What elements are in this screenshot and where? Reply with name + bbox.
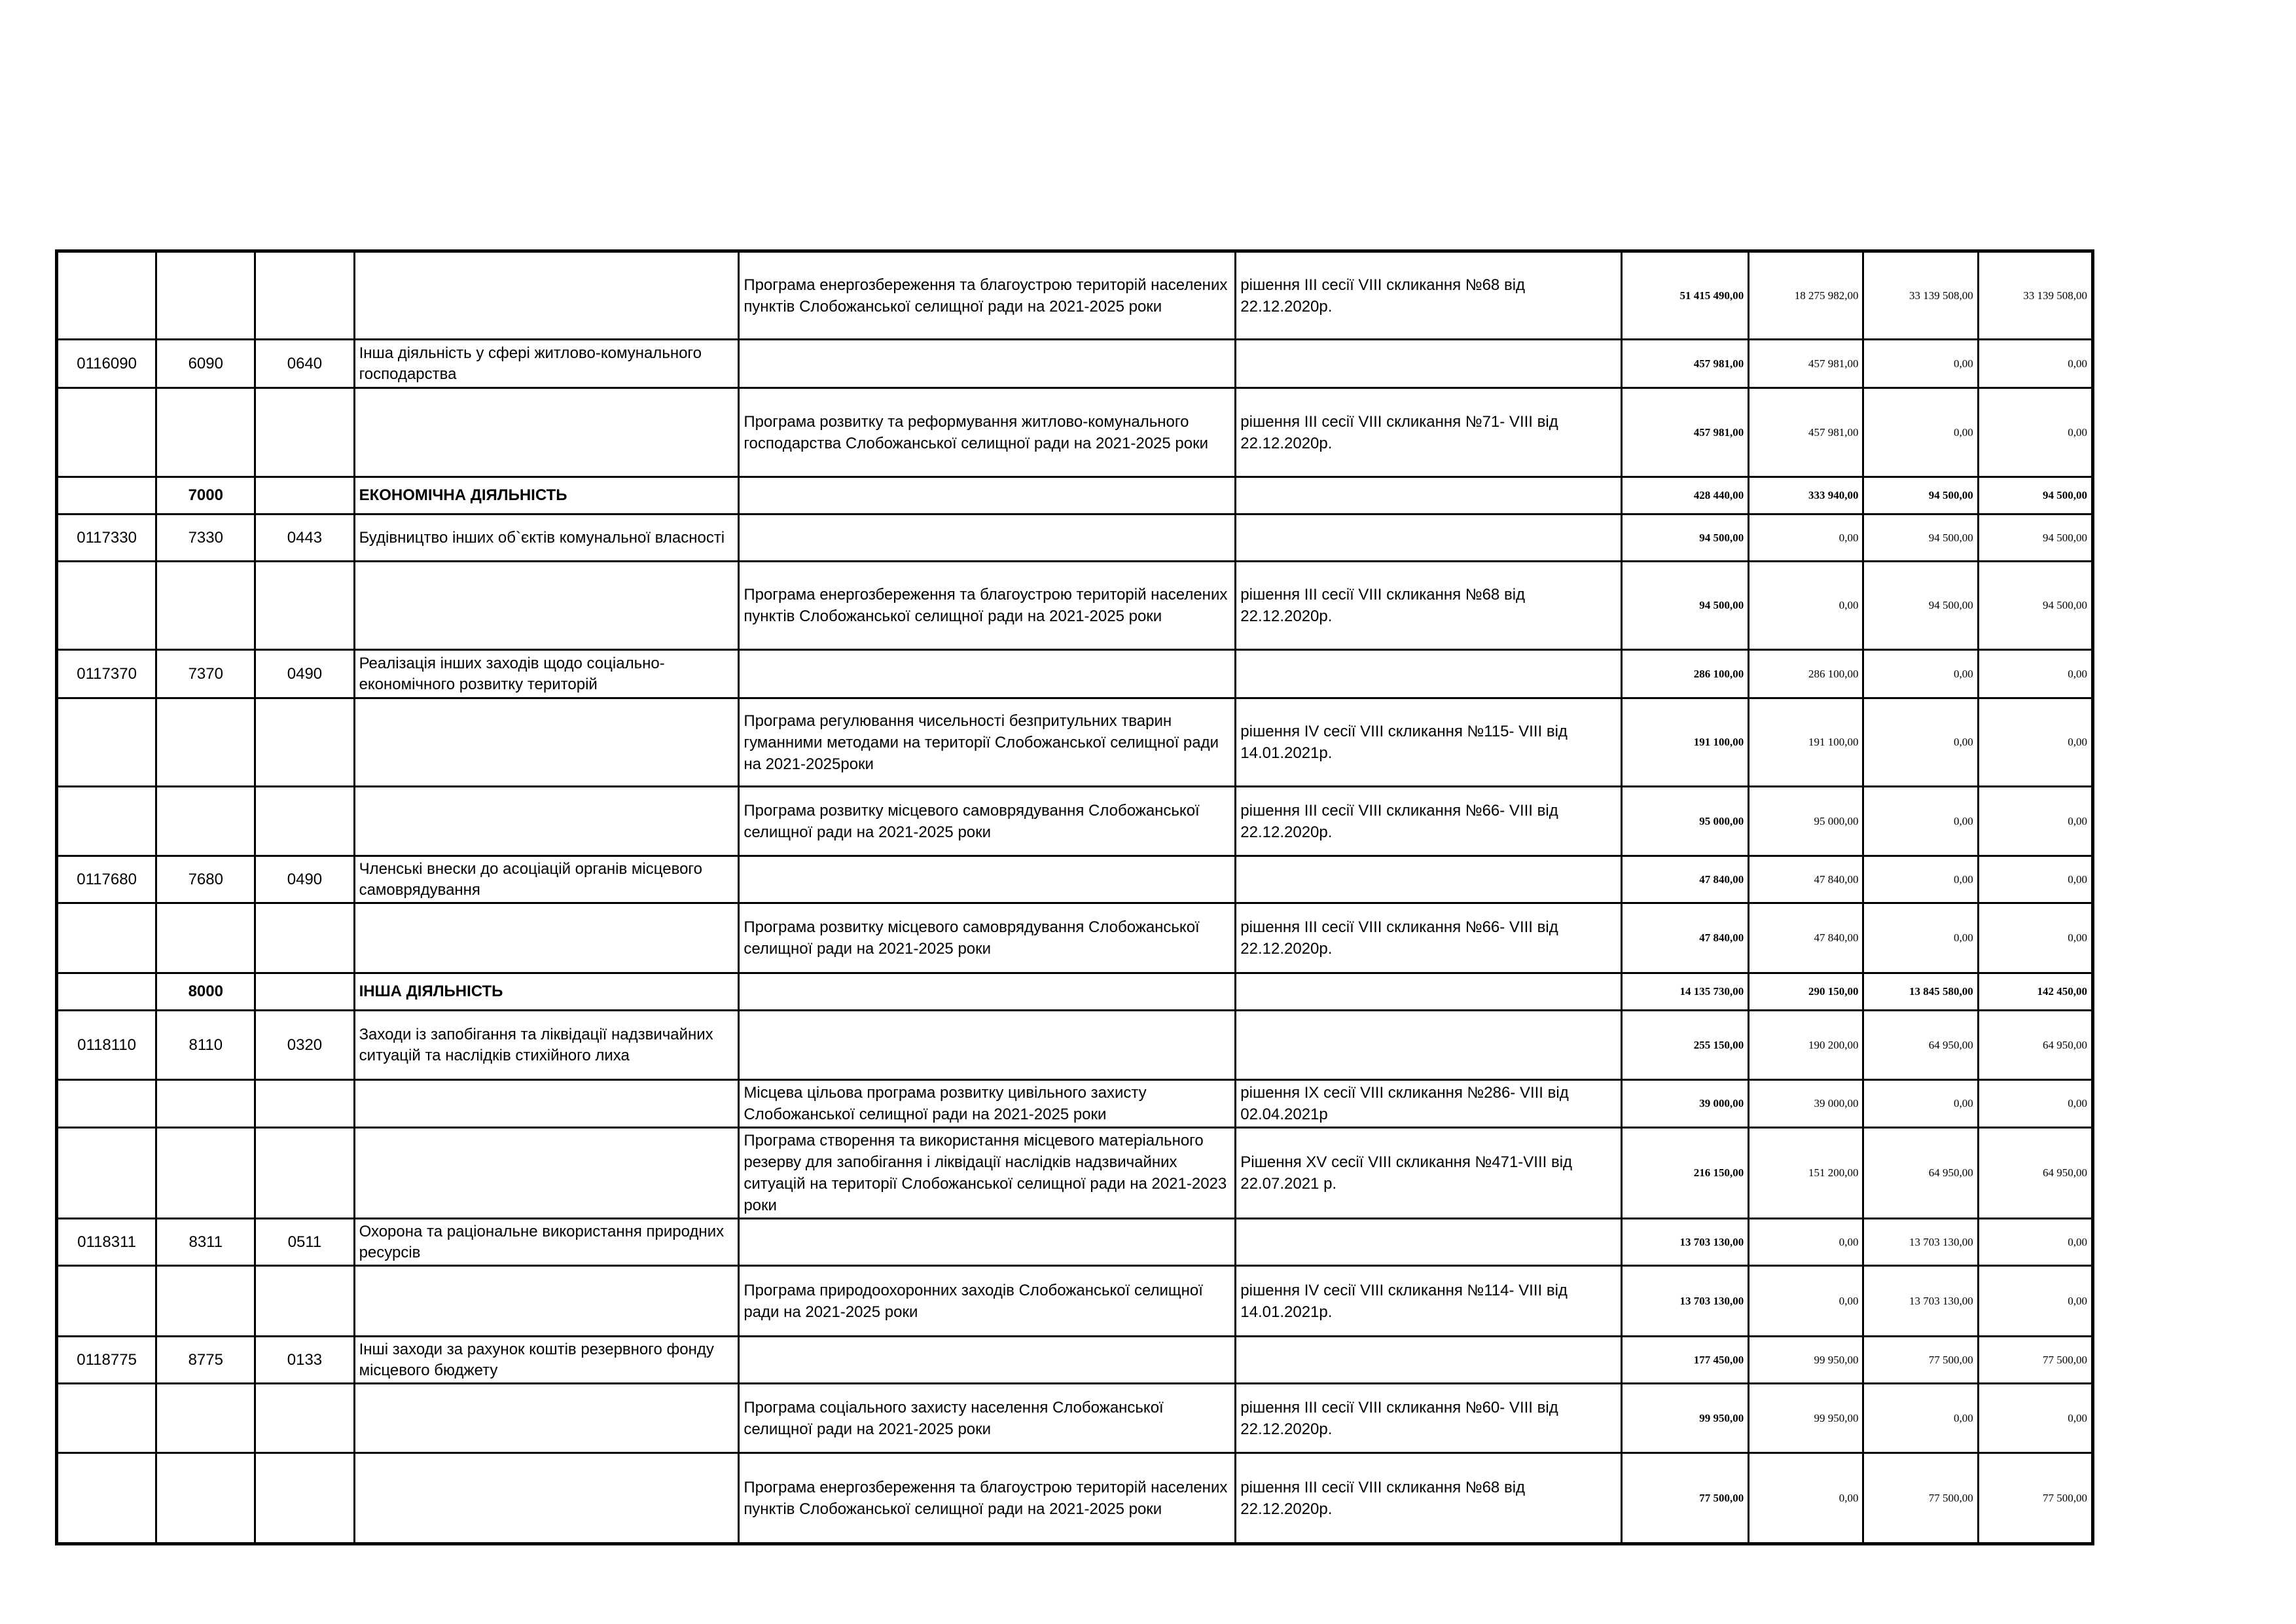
decision-cell: рішення ІІІ сесії VІІІ скликання №66- VІІІ від 22.12.2020р. (1236, 903, 1622, 973)
decision-cell: рішення ІІІ сесії VІІІ скликання №68 від 22.12.2020р. (1236, 1453, 1622, 1544)
fkvk-cell (255, 1384, 354, 1453)
total-cell: 47 840,00 (1622, 856, 1749, 903)
general-fund-cell: 151 200,00 (1749, 1128, 1863, 1219)
table-row (57, 650, 2093, 698)
tpkvk-cell: 8311 (156, 1219, 255, 1266)
total-cell: 177 450,00 (1622, 1337, 1749, 1384)
general-fund-cell: 99 950,00 (1749, 1384, 1863, 1453)
section-row (57, 973, 2093, 1011)
kpkvk-cell (57, 1453, 156, 1544)
kpkvk-cell (57, 698, 156, 787)
decision-cell (1236, 1219, 1622, 1266)
name-cell: Членські внески до асоціацій органів місцевого самоврядування (354, 856, 739, 903)
kpkvk-cell: 0118311 (57, 1219, 156, 1266)
name-cell: Інші заходи за рахунок коштів резервного фонду місцевого бюджету (354, 1337, 739, 1384)
general-fund-cell: 0,00 (1749, 514, 1863, 562)
total-cell: 457 981,00 (1622, 388, 1749, 477)
tpkvk-cell (156, 562, 255, 650)
general-fund-cell: 0,00 (1749, 562, 1863, 650)
table-row (57, 1219, 2093, 1266)
program-cell (739, 650, 1236, 698)
development-budget-cell: 94 500,00 (1978, 514, 2092, 562)
tpkvk-cell (156, 1266, 255, 1337)
fkvk-cell (255, 251, 354, 340)
tpkvk-cell: 6090 (156, 340, 255, 388)
special-fund-cell: 94 500,00 (1863, 514, 1978, 562)
kpkvk-cell (57, 562, 156, 650)
kpkvk-cell (57, 903, 156, 973)
total-cell: 428 440,00 (1622, 477, 1749, 514)
name-cell: Інша діяльність у сфері житлово-комунального господарства (354, 340, 739, 388)
development-budget-cell: 64 950,00 (1978, 1011, 2092, 1080)
special-fund-cell: 77 500,00 (1863, 1453, 1978, 1544)
total-cell: 95 000,00 (1622, 787, 1749, 856)
special-fund-cell: 0,00 (1863, 1384, 1978, 1453)
general-fund-cell: 0,00 (1749, 1453, 1863, 1544)
name-cell: Заходи із запобігання та ліквідації надзвичайних ситуацій та наслідків стихійного лиха (354, 1011, 739, 1080)
fkvk-cell: 0443 (255, 514, 354, 562)
tpkvk-cell (156, 787, 255, 856)
decision-cell: рішення ІІІ сесії VІІІ скликання №66- VІІІ від 22.12.2020р. (1236, 787, 1622, 856)
tpkvk-cell: 8110 (156, 1011, 255, 1080)
decision-cell (1236, 1011, 1622, 1080)
section-title: ЕКОНОМІЧНА ДІЯЛЬНІСТЬ (354, 477, 739, 514)
tpkvk-cell (156, 1453, 255, 1544)
special-fund-cell: 0,00 (1863, 388, 1978, 477)
tpkvk-cell: 7680 (156, 856, 255, 903)
program-cell: Програма регулювання чисельності безпритульних тварин гуманними методами на території Слобожанської селищної ради на 2021-2025роки (739, 698, 1236, 787)
general-fund-cell: 190 200,00 (1749, 1011, 1863, 1080)
fkvk-cell (255, 903, 354, 973)
table-row (57, 1266, 2093, 1337)
name-cell (354, 388, 739, 477)
decision-cell: рішення ІІІ сесії VІІІ скликання №68 від 22.12.2020р. (1236, 251, 1622, 340)
general-fund-cell: 99 950,00 (1749, 1337, 1863, 1384)
development-budget-cell: 94 500,00 (1978, 562, 2092, 650)
tpkvk-cell (156, 1080, 255, 1128)
special-fund-cell: 13 703 130,00 (1863, 1219, 1978, 1266)
special-fund-cell: 77 500,00 (1863, 1337, 1978, 1384)
general-fund-cell: 18 275 982,00 (1749, 251, 1863, 340)
general-fund-cell: 47 840,00 (1749, 856, 1863, 903)
table-row (57, 1453, 2093, 1544)
table-row (57, 856, 2093, 903)
general-fund-cell: 457 981,00 (1749, 340, 1863, 388)
development-budget-cell: 142 450,00 (1978, 973, 2092, 1011)
total-cell: 77 500,00 (1622, 1453, 1749, 1544)
fkvk-cell: 0511 (255, 1219, 354, 1266)
table-row (57, 251, 2093, 340)
special-fund-cell: 13 703 130,00 (1863, 1266, 1978, 1337)
table-row (57, 903, 2093, 973)
program-cell (739, 973, 1236, 1011)
development-budget-cell: 0,00 (1978, 1384, 2092, 1453)
name-cell: Реалізація інших заходів щодо соціально-економічного розвитку територій (354, 650, 739, 698)
total-cell: 99 950,00 (1622, 1384, 1749, 1453)
program-cell: Програма соціального захисту населення Слобожанської селищної ради на 2021-2025 роки (739, 1384, 1236, 1453)
fkvk-cell: 0133 (255, 1337, 354, 1384)
table-row (57, 1128, 2093, 1219)
development-budget-cell: 64 950,00 (1978, 1128, 2092, 1219)
fkvk-cell (255, 388, 354, 477)
special-fund-cell: 0,00 (1863, 903, 1978, 973)
development-budget-cell: 0,00 (1978, 1219, 2092, 1266)
tpkvk-cell: 8000 (156, 973, 255, 1011)
program-cell: Програма енергозбереження та благоустрою територій населених пунктів Слобожанської селищної ради на 2021-2025 роки (739, 251, 1236, 340)
fkvk-cell (255, 562, 354, 650)
table-row (57, 1337, 2093, 1384)
general-fund-cell: 191 100,00 (1749, 698, 1863, 787)
special-fund-cell: 0,00 (1863, 650, 1978, 698)
decision-cell: рішення ІІІ сесії VІІІ скликання №60- VІІІ від 22.12.2020р. (1236, 1384, 1622, 1453)
special-fund-cell: 0,00 (1863, 698, 1978, 787)
tpkvk-cell: 8775 (156, 1337, 255, 1384)
fkvk-cell: 0640 (255, 340, 354, 388)
table-row (57, 514, 2093, 562)
program-cell (739, 477, 1236, 514)
table-row (57, 1011, 2093, 1080)
program-cell (739, 1337, 1236, 1384)
name-cell: Охорона та раціональне використання природних ресурсів (354, 1219, 739, 1266)
fkvk-cell (255, 1266, 354, 1337)
program-cell: Програма розвитку та реформування житлово-комунального господарства Слобожанської селищної ради на 2021-2025 роки (739, 388, 1236, 477)
fkvk-cell (255, 477, 354, 514)
fkvk-cell (255, 787, 354, 856)
kpkvk-cell (57, 477, 156, 514)
fkvk-cell (255, 698, 354, 787)
kpkvk-cell: 0116090 (57, 340, 156, 388)
decision-cell: Рішення XV сесії VIII скликання №471-VIII від 22.07.2021 р. (1236, 1128, 1622, 1219)
kpkvk-cell (57, 973, 156, 1011)
development-budget-cell: 0,00 (1978, 1266, 2092, 1337)
total-cell: 255 150,00 (1622, 1011, 1749, 1080)
kpkvk-cell: 0117680 (57, 856, 156, 903)
program-cell: Програма енергозбереження та благоустрою територій населених пунктів Слобожанської селищної ради на 2021-2025 роки (739, 1453, 1236, 1544)
name-cell: Будівництво інших об`єктів комунальної власності (354, 514, 739, 562)
development-budget-cell: 0,00 (1978, 650, 2092, 698)
special-fund-cell: 0,00 (1863, 340, 1978, 388)
fkvk-cell (255, 1453, 354, 1544)
tpkvk-cell (156, 1384, 255, 1453)
decision-cell (1236, 514, 1622, 562)
table-row (57, 698, 2093, 787)
development-budget-cell: 33 139 508,00 (1978, 251, 2092, 340)
decision-cell (1236, 1337, 1622, 1384)
kpkvk-cell (57, 1128, 156, 1219)
development-budget-cell: 94 500,00 (1978, 477, 2092, 514)
fkvk-cell: 0490 (255, 856, 354, 903)
kpkvk-cell (57, 251, 156, 340)
tpkvk-cell: 7370 (156, 650, 255, 698)
section-row (57, 477, 2093, 514)
table-row (57, 340, 2093, 388)
tpkvk-cell (156, 903, 255, 973)
total-cell: 14 135 730,00 (1622, 973, 1749, 1011)
decision-cell (1236, 340, 1622, 388)
name-cell (354, 787, 739, 856)
decision-cell (1236, 973, 1622, 1011)
name-cell (354, 1384, 739, 1453)
program-cell (739, 1219, 1236, 1266)
decision-cell: рішення ІХ сесії VІІІ скликання №286- VІІІ від 02.04.2021р (1236, 1080, 1622, 1128)
decision-cell: рішення ІІІ сесії VІІІ скликання №71- VІІІ від 22.12.2020р. (1236, 388, 1622, 477)
name-cell (354, 251, 739, 340)
program-cell: Програма енергозбереження та благоустрою територій населених пунктів Слобожанської селищної ради на 2021-2025 роки (739, 562, 1236, 650)
kpkvk-cell (57, 1080, 156, 1128)
total-cell: 457 981,00 (1622, 340, 1749, 388)
table-row (57, 1080, 2093, 1128)
development-budget-cell: 0,00 (1978, 856, 2092, 903)
total-cell: 13 703 130,00 (1622, 1266, 1749, 1337)
general-fund-cell: 333 940,00 (1749, 477, 1863, 514)
special-fund-cell: 64 950,00 (1863, 1128, 1978, 1219)
program-cell: Програма розвитку місцевого самоврядування Слобожанської селищної ради на 2021-2025 роки (739, 787, 1236, 856)
special-fund-cell: 94 500,00 (1863, 562, 1978, 650)
total-cell: 286 100,00 (1622, 650, 1749, 698)
development-budget-cell: 77 500,00 (1978, 1337, 2092, 1384)
table-row (57, 1384, 2093, 1453)
name-cell (354, 1266, 739, 1337)
total-cell: 216 150,00 (1622, 1128, 1749, 1219)
total-cell: 39 000,00 (1622, 1080, 1749, 1128)
decision-cell (1236, 856, 1622, 903)
development-budget-cell: 0,00 (1978, 388, 2092, 477)
tpkvk-cell (156, 388, 255, 477)
general-fund-cell: 290 150,00 (1749, 973, 1863, 1011)
kpkvk-cell: 0118775 (57, 1337, 156, 1384)
total-cell: 51 415 490,00 (1622, 251, 1749, 340)
special-fund-cell: 13 845 580,00 (1863, 973, 1978, 1011)
decision-cell: рішення ІV сесії VІІІ скликання №115- VІІІ від 14.01.2021р. (1236, 698, 1622, 787)
development-budget-cell: 0,00 (1978, 340, 2092, 388)
general-fund-cell: 95 000,00 (1749, 787, 1863, 856)
tpkvk-cell (156, 1128, 255, 1219)
total-cell: 94 500,00 (1622, 562, 1749, 650)
name-cell (354, 698, 739, 787)
program-cell (739, 856, 1236, 903)
decision-cell: рішення ІІІ сесії VІІІ скликання №68 від 22.12.2020р. (1236, 562, 1622, 650)
development-budget-cell: 0,00 (1978, 698, 2092, 787)
table-row (57, 388, 2093, 477)
development-budget-cell: 0,00 (1978, 903, 2092, 973)
development-budget-cell: 0,00 (1978, 787, 2092, 856)
kpkvk-cell: 0118110 (57, 1011, 156, 1080)
kpkvk-cell: 0117330 (57, 514, 156, 562)
name-cell (354, 1453, 739, 1544)
program-cell (739, 514, 1236, 562)
special-fund-cell: 0,00 (1863, 787, 1978, 856)
fkvk-cell (255, 1128, 354, 1219)
name-cell (354, 562, 739, 650)
general-fund-cell: 457 981,00 (1749, 388, 1863, 477)
general-fund-cell: 39 000,00 (1749, 1080, 1863, 1128)
fkvk-cell (255, 1080, 354, 1128)
budget-programs-table (55, 249, 2094, 1545)
program-cell (739, 1011, 1236, 1080)
general-fund-cell: 0,00 (1749, 1266, 1863, 1337)
program-cell (739, 340, 1236, 388)
general-fund-cell: 0,00 (1749, 1219, 1863, 1266)
kpkvk-cell (57, 388, 156, 477)
total-cell: 13 703 130,00 (1622, 1219, 1749, 1266)
table-row (57, 787, 2093, 856)
tpkvk-cell: 7330 (156, 514, 255, 562)
fkvk-cell (255, 973, 354, 1011)
name-cell (354, 903, 739, 973)
development-budget-cell: 77 500,00 (1978, 1453, 2092, 1544)
name-cell (354, 1080, 739, 1128)
development-budget-cell: 0,00 (1978, 1080, 2092, 1128)
decision-cell: рішення ІV сесії VІІІ скликання №114- VІІІ від 14.01.2021р. (1236, 1266, 1622, 1337)
kpkvk-cell: 0117370 (57, 650, 156, 698)
general-fund-cell: 286 100,00 (1749, 650, 1863, 698)
kpkvk-cell (57, 1266, 156, 1337)
fkvk-cell: 0320 (255, 1011, 354, 1080)
total-cell: 191 100,00 (1622, 698, 1749, 787)
fkvk-cell: 0490 (255, 650, 354, 698)
name-cell (354, 1128, 739, 1219)
special-fund-cell: 64 950,00 (1863, 1011, 1978, 1080)
program-cell: Програма розвитку місцевого самоврядування Слобожанської селищної ради на 2021-2025 роки (739, 903, 1236, 973)
program-cell: Програма створення та використання місцевого матеріального резерву для запобігання і ліквідації наслідків надзвичайних ситуацій на території Слобожанської селищної ради на 2021-2023 роки (739, 1128, 1236, 1219)
section-title: ІНША ДІЯЛЬНІСТЬ (354, 973, 739, 1011)
total-cell: 94 500,00 (1622, 514, 1749, 562)
total-cell: 47 840,00 (1622, 903, 1749, 973)
kpkvk-cell (57, 787, 156, 856)
program-cell: Програма природоохоронних заходів Слобожанської селищної ради на 2021-2025 роки (739, 1266, 1236, 1337)
special-fund-cell: 94 500,00 (1863, 477, 1978, 514)
kpkvk-cell (57, 1384, 156, 1453)
general-fund-cell: 47 840,00 (1749, 903, 1863, 973)
program-cell: Місцева цільова програма розвитку цивільного захисту Слобожанської селищної ради на 2021-2025 роки (739, 1080, 1236, 1128)
tpkvk-cell: 7000 (156, 477, 255, 514)
tpkvk-cell (156, 698, 255, 787)
decision-cell (1236, 477, 1622, 514)
special-fund-cell: 0,00 (1863, 1080, 1978, 1128)
special-fund-cell: 33 139 508,00 (1863, 251, 1978, 340)
tpkvk-cell (156, 251, 255, 340)
table-row (57, 562, 2093, 650)
special-fund-cell: 0,00 (1863, 856, 1978, 903)
decision-cell (1236, 650, 1622, 698)
